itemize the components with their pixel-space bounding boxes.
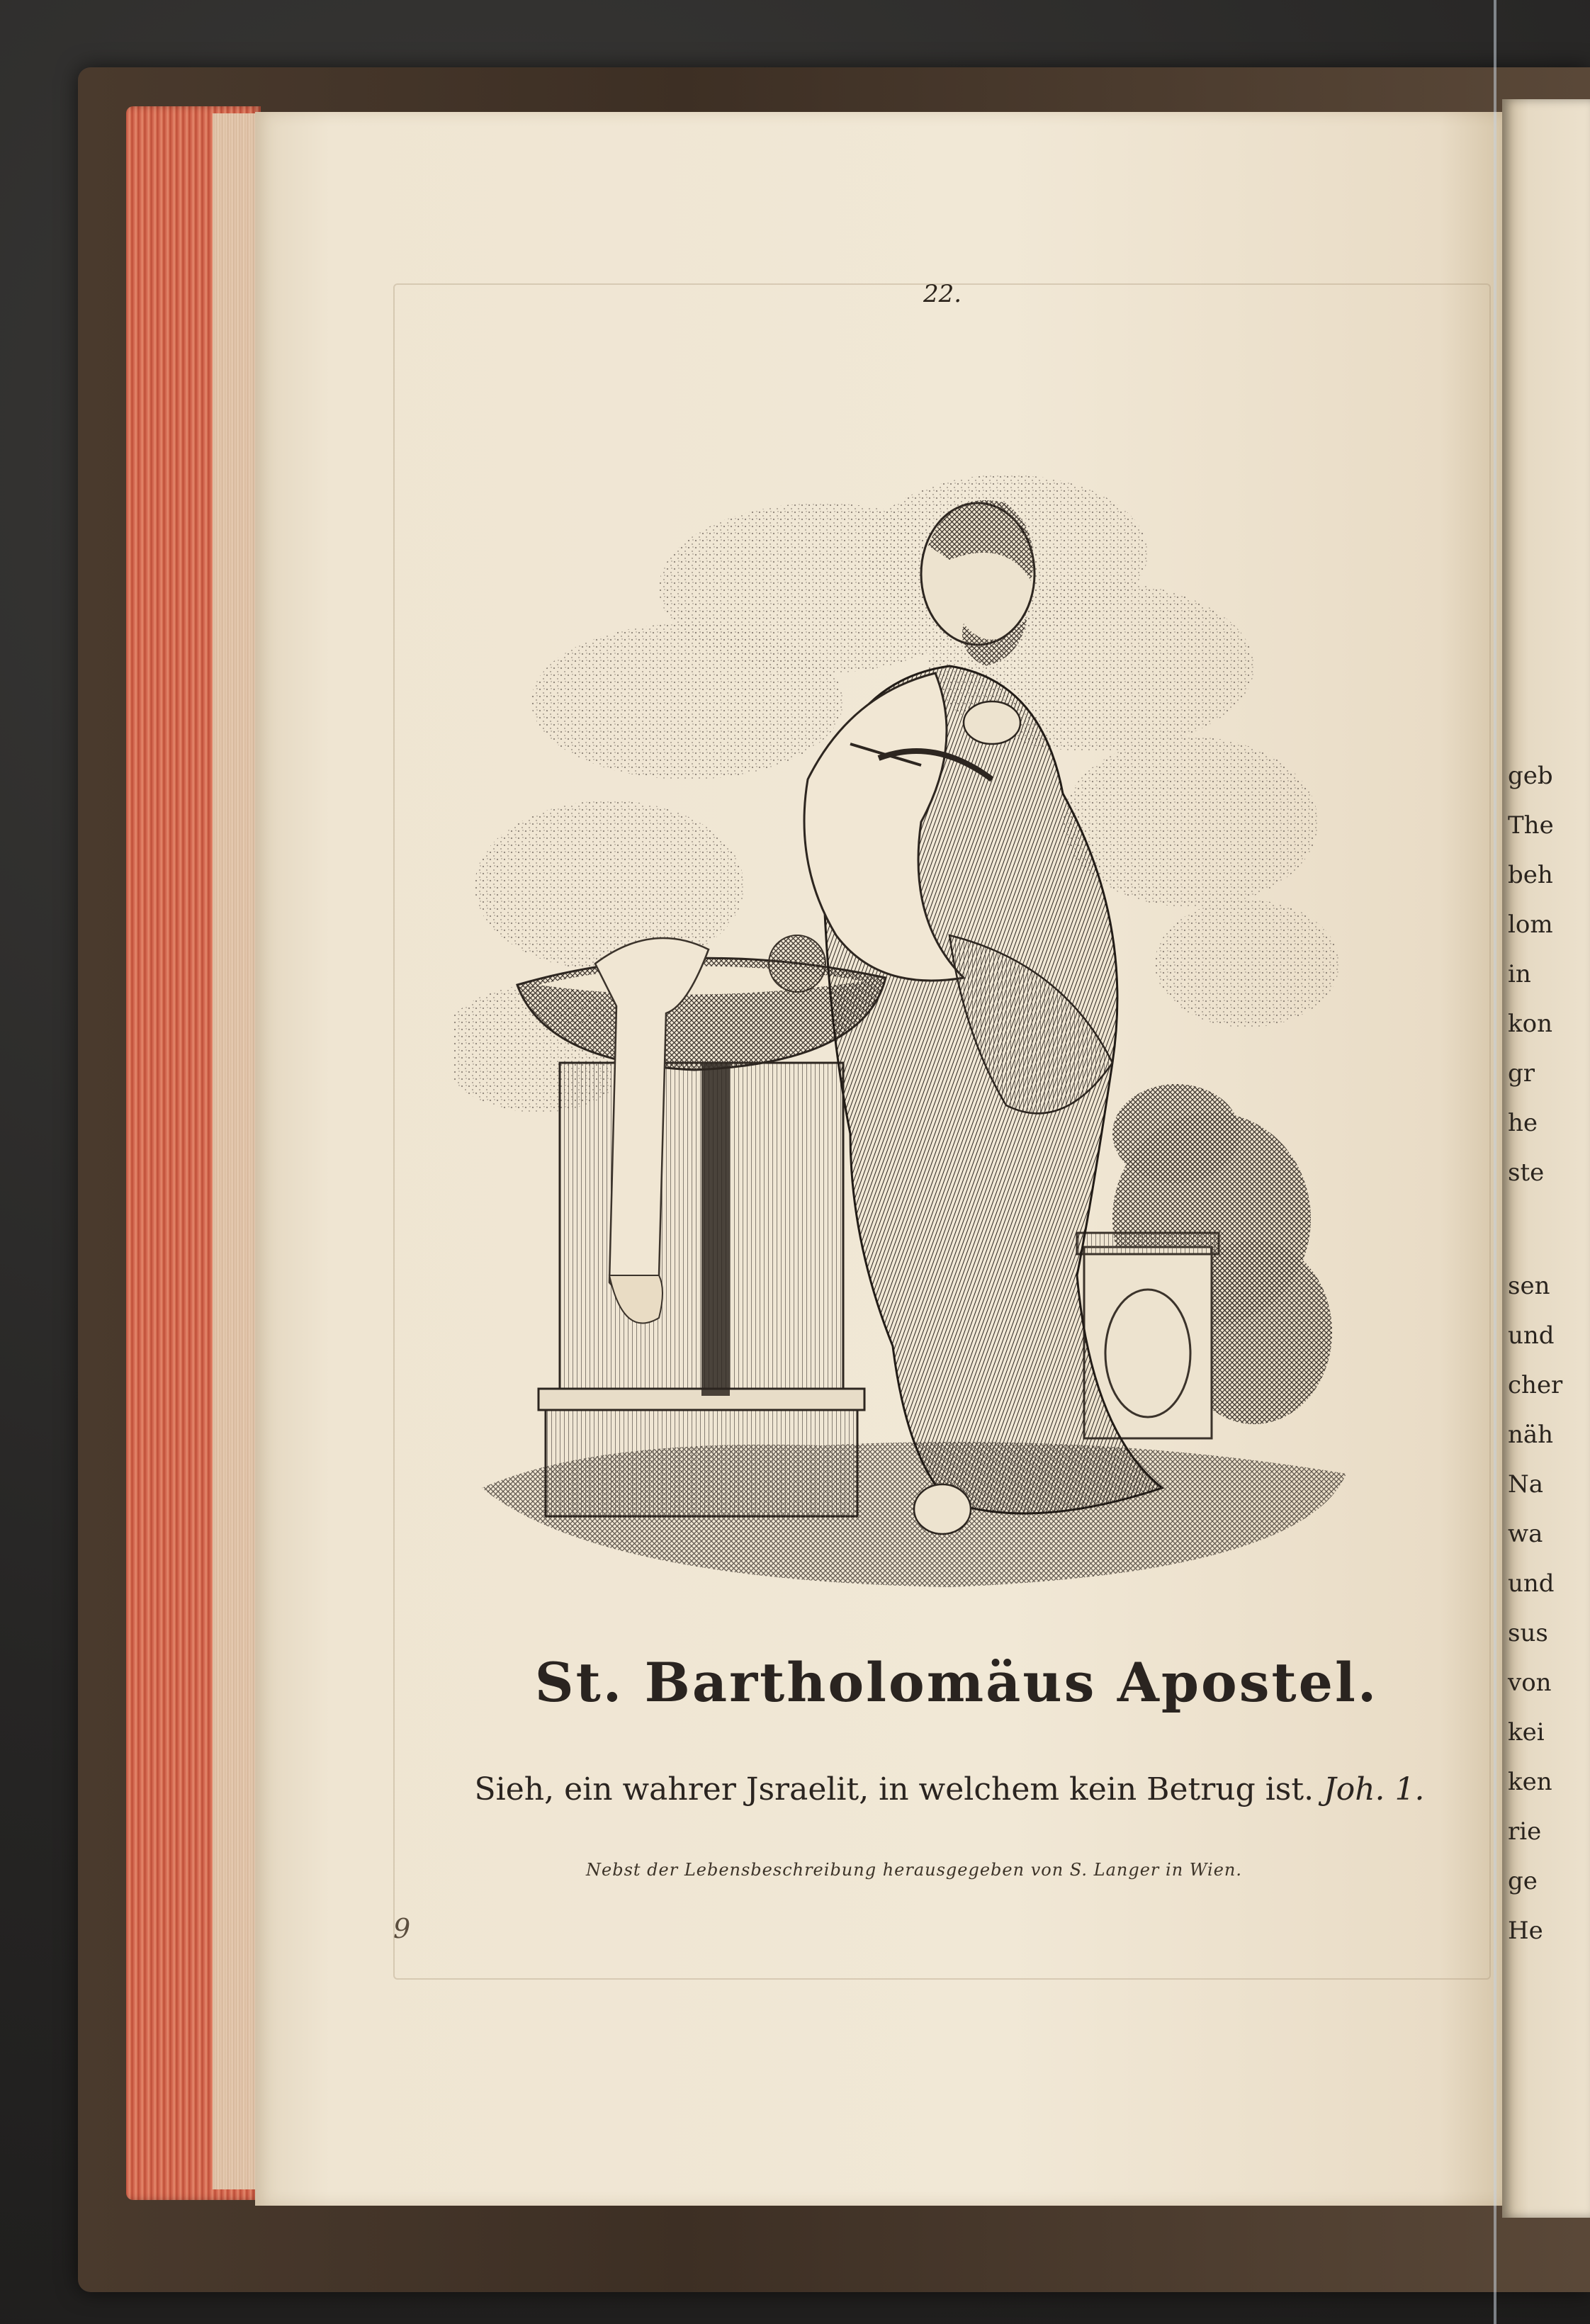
- facing-word: näh: [1508, 1421, 1554, 1449]
- facing-word: Na: [1508, 1470, 1544, 1499]
- facing-word: und: [1508, 1321, 1555, 1350]
- facing-word: und: [1508, 1569, 1555, 1598]
- engraving-illustration: [453, 425, 1389, 1644]
- pedestal: [539, 1063, 864, 1516]
- facing-word: ste: [1508, 1158, 1545, 1187]
- plate-subtitle: [425, 1771, 1474, 1807]
- subtitle-quote: Sieh, ein wahrer Jsraelit, in welchem kein Betrug ist.: [474, 1771, 1314, 1807]
- plate-title: St. Bartholomäus Apostel.: [534, 1651, 1379, 1714]
- facing-word: geb: [1508, 762, 1553, 790]
- facing-word: The: [1508, 811, 1554, 840]
- publisher-credit: Nebst der Lebensbeschreibung herausgegeben von S. Langer in Wien.: [586, 1860, 1242, 1880]
- page-fold-line: [1494, 0, 1496, 2324]
- plate-number: 22.: [923, 280, 962, 308]
- facing-word: cher: [1508, 1371, 1563, 1399]
- facing-word: ge: [1508, 1867, 1538, 1895]
- facing-word: He: [1508, 1917, 1543, 1945]
- facing-word: kon: [1508, 1010, 1552, 1038]
- facing-word: rie: [1508, 1817, 1542, 1846]
- leaf-number: 9: [393, 1913, 411, 1944]
- facing-word: sus: [1508, 1619, 1548, 1647]
- facing-word: ken: [1508, 1768, 1552, 1796]
- facing-word: kei: [1508, 1718, 1545, 1747]
- facing-word: von: [1508, 1669, 1552, 1697]
- facing-word: sen: [1508, 1272, 1550, 1300]
- facing-word: lom: [1508, 910, 1553, 939]
- facing-page: [1502, 99, 1590, 2218]
- facing-word: in: [1508, 960, 1531, 988]
- facing-word: beh: [1508, 861, 1553, 889]
- facing-word: wa: [1508, 1520, 1543, 1548]
- facing-word: gr: [1508, 1059, 1535, 1088]
- subtitle-reference: Joh. 1.: [1324, 1771, 1425, 1807]
- facing-word: he: [1508, 1109, 1538, 1137]
